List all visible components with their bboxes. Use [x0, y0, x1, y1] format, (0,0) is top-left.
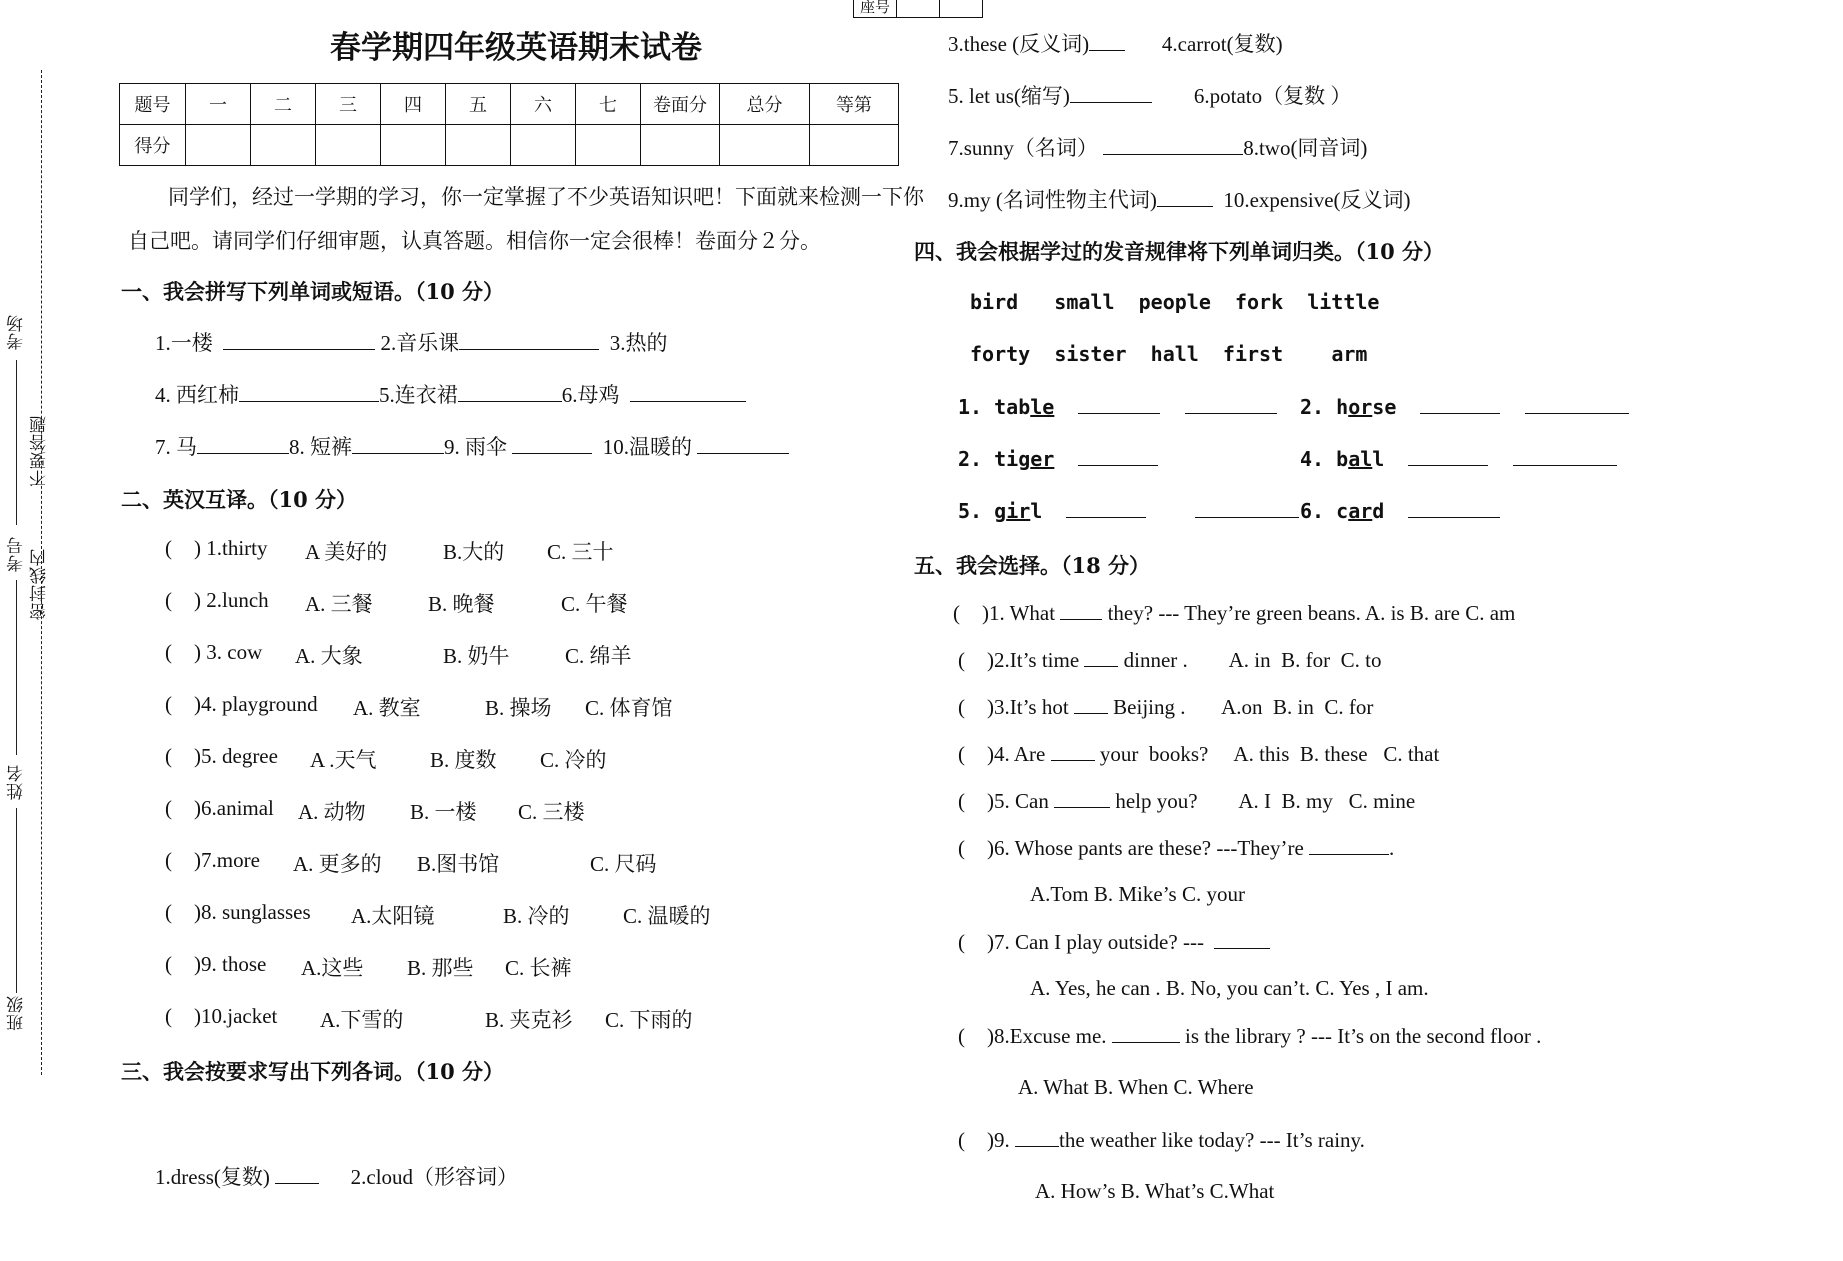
s3-item: 6.potato（复数 ）	[1193, 84, 1352, 108]
s2-question: ( )7.more A. 更多的 B.图书馆 C. 尺码	[165, 848, 657, 876]
section-1-title: 一、我会拼写下列单词或短语。（10 分）	[121, 279, 505, 304]
s2-q-text: )9. those	[194, 952, 267, 976]
score-cell[interactable]	[511, 125, 576, 166]
s2-question: ( )4. playground A. 教室 B. 操场 C. 体育馆	[165, 692, 673, 720]
s4-word: fork	[1234, 290, 1284, 314]
s5-question: ( )6. Whose pants are these? ---They’re .	[958, 836, 1395, 860]
s5-options-9: A. How’s B. What’s C.What	[1035, 1179, 1275, 1203]
s5-question: ( )2.It’s time dinner . A. in B. for C. to	[958, 648, 1382, 672]
s5-q-num: )5. Can	[987, 789, 1049, 813]
margin-xingming-blank	[16, 808, 17, 993]
s1-item: 6.母鸡	[561, 383, 620, 407]
answer-blank[interactable]	[1112, 1023, 1180, 1043]
margin-xingming-label: 姓名	[7, 764, 27, 800]
answer-blank[interactable]	[1084, 647, 1118, 667]
s5-q-rest: dinner . A. in B. for C. to	[1123, 648, 1382, 672]
section-4-title: 四、我会根据学过的发音规律将下列单词归类。（10 分）	[914, 239, 1445, 264]
s2-option-a: A.太阳镜	[351, 904, 435, 928]
s2-question: ( )5. degree A .天气 B. 度数 C. 冷的	[165, 744, 607, 772]
answer-blank[interactable]	[1214, 929, 1270, 949]
score-table-header-row	[120, 84, 899, 125]
intro-line-2: 自己吧。请同学们仔细审题，认真答题。相信你一定会很棒！卷面分２分。	[128, 229, 821, 253]
s4-word-row-2	[970, 342, 1367, 366]
score-row-label: 得分	[120, 125, 186, 166]
margin-mifengxian-label: 密封线内	[30, 548, 50, 620]
s4-group-word: se	[1372, 395, 1397, 419]
s2-option-c: C. 绵羊	[565, 644, 632, 668]
s2-q-text: )7.more	[194, 848, 260, 872]
s3-item: 4.carrot(复数)	[1161, 32, 1283, 56]
s4-group-word: l	[1372, 447, 1385, 471]
s1-row-1	[155, 327, 668, 357]
score-table-score-row	[120, 125, 899, 166]
s3-row-2	[948, 28, 1283, 58]
s2-option-c: C. 体育馆	[585, 696, 673, 720]
score-cell[interactable]	[446, 125, 511, 166]
s2-q-text: )6.animal	[194, 796, 274, 820]
s5-q-num: )7. Can I play outside? ---	[987, 930, 1204, 954]
s2-question: ( )10.jacket A.下雪的 B. 夹克衫 C. 下雨的	[165, 1004, 693, 1032]
s3-item: 3.these (反义词)	[948, 32, 1090, 56]
s5-options-7: A. Yes, he can . B. No, you can’t. C. Yes , I am.	[1030, 976, 1429, 1000]
s3-row-1	[155, 1161, 518, 1191]
s1-item: 4. 西红柿	[155, 383, 239, 407]
s4-word: little	[1307, 290, 1380, 314]
answer-blank[interactable]	[697, 434, 789, 454]
s4-word: small	[1054, 290, 1115, 314]
s4-group-num: 1.	[958, 395, 983, 419]
s4-group-num: 5.	[958, 499, 983, 523]
answer-blank[interactable]	[1185, 394, 1277, 414]
s2-option-a: A.这些	[301, 956, 364, 980]
s5-question: ( )3.It’s hot Beijing . A.on B. in C. for	[958, 695, 1374, 719]
s4-group-6	[1300, 498, 1500, 523]
s2-q-text: ) 2.lunch	[194, 588, 269, 612]
s2-question: ( ) 3. cow A. 大象 B. 奶牛 C. 绵羊	[165, 640, 632, 668]
s5-q-rest: help you? A. I B. my C. mine	[1115, 789, 1416, 813]
s5-question: ( )9. the weather like today? --- It’s rainy.	[958, 1128, 1365, 1152]
s4-group-word: l	[1030, 499, 1043, 523]
score-cell[interactable]	[186, 125, 251, 166]
s4-group-num: 6.	[1300, 499, 1325, 523]
s1-item: 10.温暖的	[602, 435, 692, 459]
answer-blank[interactable]	[197, 434, 289, 454]
answer-blank[interactable]	[1195, 498, 1299, 518]
section-5-title: 五、我会选择。（18 分）	[914, 553, 1151, 578]
s2-option-a: A. 三餐	[305, 592, 373, 616]
answer-blank[interactable]	[1015, 1127, 1059, 1147]
s3-item: 1.dress(复数)	[155, 1165, 270, 1189]
s2-option-c: C. 午餐	[561, 592, 628, 616]
s2-q-text: ) 3. cow	[194, 640, 263, 664]
s5-q-rest: the weather like today? --- It’s rainy.	[1059, 1128, 1365, 1152]
s5-question: ( )5. Can help you? A. I B. my C. mine	[958, 789, 1416, 813]
s4-group-2	[1300, 394, 1629, 419]
s4-word: forty	[970, 342, 1031, 366]
s4-group-word: g	[994, 499, 1007, 523]
s2-question: ( ) 1.thirty A 美好的 B.大的 C. 三十	[165, 536, 614, 564]
s2-option-b: B. 一楼	[410, 800, 477, 824]
answer-blank[interactable]	[1051, 741, 1095, 761]
s2-q-text: ) 1.thirty	[194, 536, 268, 560]
s4-word: sister	[1054, 342, 1127, 366]
s5-q-num: )9.	[987, 1128, 1010, 1152]
s4-group-num: 2.	[1300, 395, 1325, 419]
score-header-cell: 总分	[720, 84, 810, 125]
s3-item: 7.sunny（名词）	[948, 136, 1098, 160]
s5-q-rest: is the library ? --- It’s on the second floor .	[1185, 1024, 1542, 1048]
s4-group-4	[1300, 446, 1617, 471]
answer-blank[interactable]	[1513, 446, 1617, 466]
score-header-cell: 等第	[810, 84, 899, 125]
s1-item: 7. 马	[155, 435, 197, 459]
s5-q-rest: they? --- They’re green beans. A. is B. are C. am	[1107, 601, 1516, 625]
score-header-cell: 四	[381, 84, 446, 125]
s4-group-sound: ir	[1006, 499, 1031, 523]
margin-kaohao-blank	[16, 580, 17, 755]
s3-row-3	[948, 80, 1351, 110]
score-header-cell: 二	[251, 84, 316, 125]
s2-option-b: B. 夹克衫	[485, 1008, 573, 1032]
s2-q-text: )10.jacket	[194, 1004, 278, 1028]
s3-item: 10.expensive(反义词)	[1223, 188, 1411, 212]
s2-option-b: B. 那些	[407, 956, 474, 980]
score-header-cell: 三	[316, 84, 381, 125]
s2-option-b: B. 冷的	[503, 904, 570, 928]
s2-option-c: C. 尺码	[590, 852, 657, 876]
s3-row-5	[948, 184, 1411, 214]
s4-group-sound: ar	[1348, 499, 1373, 523]
margin-kaochang-blank	[16, 360, 17, 525]
answer-blank[interactable]	[1157, 187, 1213, 207]
score-cell[interactable]	[316, 125, 381, 166]
s1-item: 2.音乐课	[380, 331, 460, 355]
answer-blank[interactable]	[630, 382, 746, 402]
answer-blank[interactable]	[239, 382, 379, 402]
s5-q-num: )1. What	[982, 601, 1056, 625]
score-header-cell: 五	[446, 84, 511, 125]
score-cell[interactable]	[810, 125, 899, 166]
s2-option-b: B. 奶牛	[443, 644, 510, 668]
answer-blank[interactable]	[1066, 498, 1146, 518]
s1-row-2	[155, 379, 746, 409]
s4-group-3	[958, 446, 1158, 471]
seat-label: 座号	[854, 0, 897, 17]
s5-q-rest: Beijing . A.on B. in C. for	[1113, 695, 1374, 719]
s2-option-c: C. 温暖的	[623, 904, 711, 928]
score-header-cell: 七	[576, 84, 641, 125]
answer-blank[interactable]	[1054, 788, 1110, 808]
s3-item: 2.cloud（形容词）	[350, 1165, 519, 1189]
s4-group-word: b	[1336, 447, 1349, 471]
section-3-title: 三、我会按要求写出下列各词。（10 分）	[121, 1059, 505, 1084]
answer-blank[interactable]	[459, 330, 599, 350]
s2-q-text: )8. sunglasses	[194, 900, 311, 924]
score-header-cell: 卷面分	[641, 84, 720, 125]
answer-blank[interactable]	[1078, 394, 1160, 414]
answer-blank[interactable]	[1089, 31, 1125, 51]
score-table	[119, 83, 899, 166]
s5-q-num: )2.It’s time	[987, 648, 1080, 672]
s4-group-sound: or	[1348, 395, 1373, 419]
answer-blank[interactable]	[1309, 835, 1389, 855]
score-cell[interactable]	[251, 125, 316, 166]
s2-option-b: B.图书馆	[417, 852, 500, 876]
intro-line-1: 同学们，经过一学期的学习，你一定掌握了不少英语知识吧！下面就来检测一下你	[168, 185, 924, 209]
answer-blank[interactable]	[512, 434, 592, 454]
s5-options-8: A. What B. When C. Where	[1018, 1075, 1254, 1099]
s4-word: hall	[1150, 342, 1199, 366]
s5-question: ( )8.Excuse me. is the library ? --- It’s on the second floor .	[958, 1024, 1542, 1048]
section-2-title: 二、英汉互译。（10 分）	[121, 487, 358, 512]
answer-blank[interactable]	[1525, 394, 1629, 414]
answer-blank[interactable]	[1420, 394, 1500, 414]
s5-q-rest: your books? A. this B. these C. that	[1099, 742, 1440, 766]
s4-group-5	[958, 498, 1299, 523]
s4-group-sound: er	[1030, 447, 1055, 471]
s1-item: 1.一楼	[155, 331, 213, 355]
s1-item: 5.连衣裙	[379, 383, 458, 407]
s4-group-sound: le	[1030, 395, 1055, 419]
s1-item: 3.热的	[609, 331, 668, 355]
s4-group-word: d	[1372, 499, 1385, 523]
score-cell[interactable]	[641, 125, 720, 166]
answer-blank[interactable]	[1408, 498, 1500, 518]
s4-word: first	[1222, 342, 1284, 366]
s3-item: 5. let us(缩写)	[948, 84, 1070, 108]
s2-option-c: C. 冷的	[540, 748, 607, 772]
margin-buyaodati-label: 不要答题	[30, 415, 50, 487]
margin-kaochang-label: 考场	[7, 314, 27, 350]
s2-question: ( )9. those A.这些 B. 那些 C. 长裤	[165, 952, 572, 980]
s1-item: 9. 雨伞	[444, 435, 507, 459]
s5-question: ( )1. What they? --- They’re green beans. A. is B. are C. am	[953, 601, 1516, 625]
page-title: 春学期四年级英语期末试卷	[330, 30, 702, 66]
answer-blank[interactable]	[223, 330, 375, 350]
s5-q-num: )6. Whose pants are these? ---They’re	[987, 836, 1304, 860]
s2-option-a: A .天气	[310, 748, 377, 772]
score-cell[interactable]	[576, 125, 641, 166]
s2-question: ( )6.animal A. 动物 B. 一楼 C. 三楼	[165, 796, 585, 824]
answer-blank[interactable]	[1060, 600, 1102, 620]
answer-blank[interactable]	[1078, 446, 1158, 466]
s3-row-4	[948, 132, 1367, 162]
s5-q-num: )4. Are	[987, 742, 1046, 766]
s2-option-c: C. 三十	[547, 540, 614, 564]
s4-word: bird	[970, 290, 1019, 314]
s5-q-rest: .	[1389, 836, 1395, 860]
score-cell[interactable]	[381, 125, 446, 166]
seat-number-box	[853, 0, 983, 18]
answer-blank[interactable]	[1408, 446, 1488, 466]
answer-blank[interactable]	[458, 382, 562, 402]
s4-word-row-1	[970, 290, 1379, 314]
margin-kaohao-label: 考号	[7, 536, 27, 572]
s4-group-num: 2.	[958, 447, 983, 471]
s2-option-b: B. 晚餐	[428, 592, 495, 616]
margin-banji-label: 班级	[7, 995, 27, 1031]
s2-option-c: C. 三楼	[518, 800, 585, 824]
s4-group-word: h	[1336, 395, 1349, 419]
score-header-cell: 一	[186, 84, 251, 125]
seat-cell[interactable]	[897, 0, 940, 17]
answer-blank[interactable]	[352, 434, 444, 454]
s2-option-a: A. 教室	[353, 696, 421, 720]
answer-blank[interactable]	[275, 1164, 319, 1184]
answer-blank[interactable]	[1074, 694, 1108, 714]
s2-option-c: C. 长裤	[505, 956, 572, 980]
s3-item: 8.two(同音词)	[1243, 136, 1368, 160]
s4-group-word: tig	[994, 447, 1031, 471]
answer-blank[interactable]	[1070, 83, 1152, 103]
s2-option-b: B.大的	[443, 540, 505, 564]
s2-option-a: A 美好的	[305, 540, 388, 564]
s5-question: ( )4. Are your books? A. this B. these C. that	[958, 742, 1440, 766]
s2-option-c: C. 下雨的	[605, 1008, 693, 1032]
s4-group-num: 4.	[1300, 447, 1325, 471]
s2-option-b: B. 操场	[485, 696, 552, 720]
s4-group-sound: al	[1348, 447, 1373, 471]
s2-option-b: B. 度数	[430, 748, 497, 772]
s2-option-a: A. 动物	[298, 800, 366, 824]
s4-group-1	[958, 394, 1277, 419]
seat-cell[interactable]	[940, 0, 982, 17]
s5-options-6: A.Tom B. Mike’s C. your	[1030, 882, 1245, 906]
score-cell[interactable]	[720, 125, 810, 166]
s2-option-a: A. 大象	[295, 644, 363, 668]
s5-q-num: )3.It’s hot	[987, 695, 1069, 719]
answer-blank[interactable]	[1103, 135, 1243, 155]
s1-row-3	[155, 431, 789, 461]
s4-word: people	[1138, 290, 1211, 314]
s2-question: ( ) 2.lunch A. 三餐 B. 晚餐 C. 午餐	[165, 588, 628, 616]
score-header-cell: 六	[511, 84, 576, 125]
s1-item: 8. 短裤	[289, 435, 352, 459]
s4-group-word: tab	[994, 395, 1031, 419]
s4-word: arm	[1331, 342, 1368, 366]
s2-option-a: A.下雪的	[320, 1008, 404, 1032]
s3-item: 9.my (名词性物主代词)	[948, 188, 1157, 212]
s2-q-text: )5. degree	[194, 744, 278, 768]
s4-group-word: c	[1336, 499, 1349, 523]
score-header-cell: 题号	[120, 84, 186, 125]
s2-option-a: A. 更多的	[293, 852, 382, 876]
s5-q-num: )8.Excuse me.	[987, 1024, 1107, 1048]
s2-question: ( )8. sunglasses A.太阳镜 B. 冷的 C. 温暖的	[165, 900, 711, 928]
s5-question: ( )7. Can I play outside? ---	[958, 929, 1270, 955]
s2-q-text: )4. playground	[194, 692, 318, 716]
